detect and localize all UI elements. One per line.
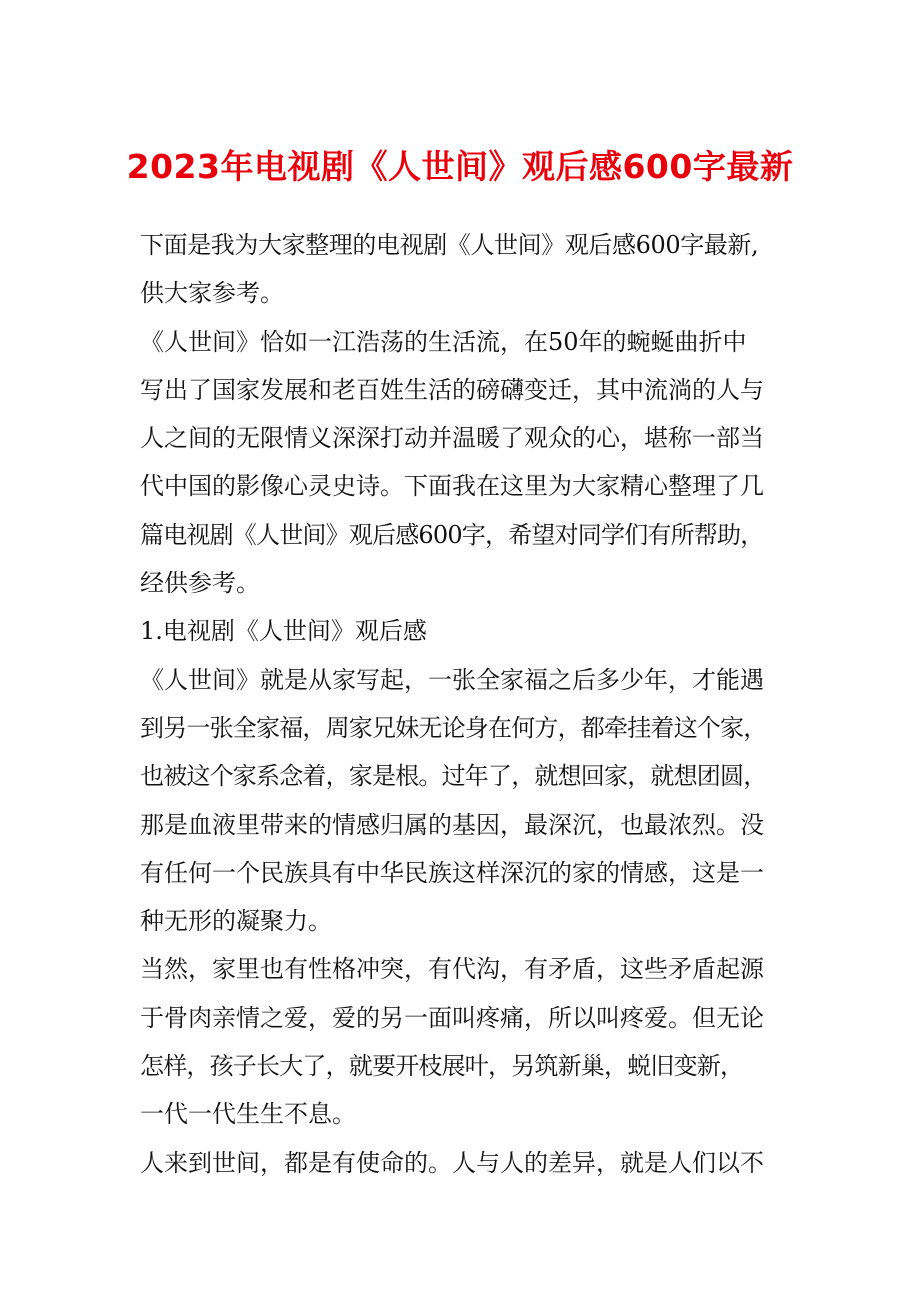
paragraph-line: 到另一张全家福，周家兄妹无论身在何方，都牵挂着这个家， xyxy=(140,713,767,742)
paragraph-line: 写出了国家发展和老百姓生活的磅礴变迁，其中流淌的人与 xyxy=(140,375,764,404)
paragraph-line: 种无形的凝聚力。 xyxy=(140,907,332,936)
paragraph-line: 人之间的无限情义深深打动并温暖了观众的心，堪称一部当 xyxy=(140,424,764,453)
paragraph-line: 篇电视剧《人世间》观后感600字，希望对同学们有所帮助， xyxy=(140,520,764,549)
paragraph-line: 于骨肉亲情之爱，爱的另一面叫疼痛，所以叫疼爱。但无论 xyxy=(140,1003,764,1032)
document-body xyxy=(140,221,790,1187)
paragraph-line: 《人世间》恰如一江浩荡的生活流，在50年的蜿蜒曲折中 xyxy=(140,327,747,356)
paragraph-line: 《人世间》就是从家写起，一张全家福之后多少年，才能遇 xyxy=(140,665,764,694)
paragraph-line: 怎样，孩子长大了，就要开枝展叶，另筑新巢，蜕旧变新， xyxy=(140,1052,744,1081)
paragraph-line: 下面是我为大家整理的电视剧《人世间》观后感600字最新, xyxy=(140,231,759,259)
paragraph-line: 供大家参考。 xyxy=(140,279,284,308)
paragraph-line: 有任何一个民族具有中华民族这样深沉的家的情感，这是一 xyxy=(140,858,764,887)
paragraph-line: 一代一代生生不息。 xyxy=(140,1100,356,1129)
document-title: 2023年电视剧《人世间》观后感600字最新 xyxy=(126,147,794,186)
paragraph-line: 也被这个家系念着，家是根。过年了，就想回家，就想团圆， xyxy=(140,762,767,791)
paragraph-line: 那是血液里带来的情感归属的基因，最深沉，也最浓烈。没 xyxy=(140,810,764,839)
paragraph-line: 当然，家里也有性格冲突，有代沟，有矛盾，这些矛盾起源 xyxy=(140,955,764,984)
paragraph-line: 人来到世间，都是有使命的。人与人的差异，就是人们以不 xyxy=(140,1148,764,1177)
section-heading: 1.电视剧《人世间》观后感 xyxy=(140,617,427,646)
paragraph-line: 代中国的影像心灵史诗。下面我在这里为大家精心整理了几 xyxy=(140,472,764,501)
paragraph-line: 经供参考。 xyxy=(140,569,260,598)
